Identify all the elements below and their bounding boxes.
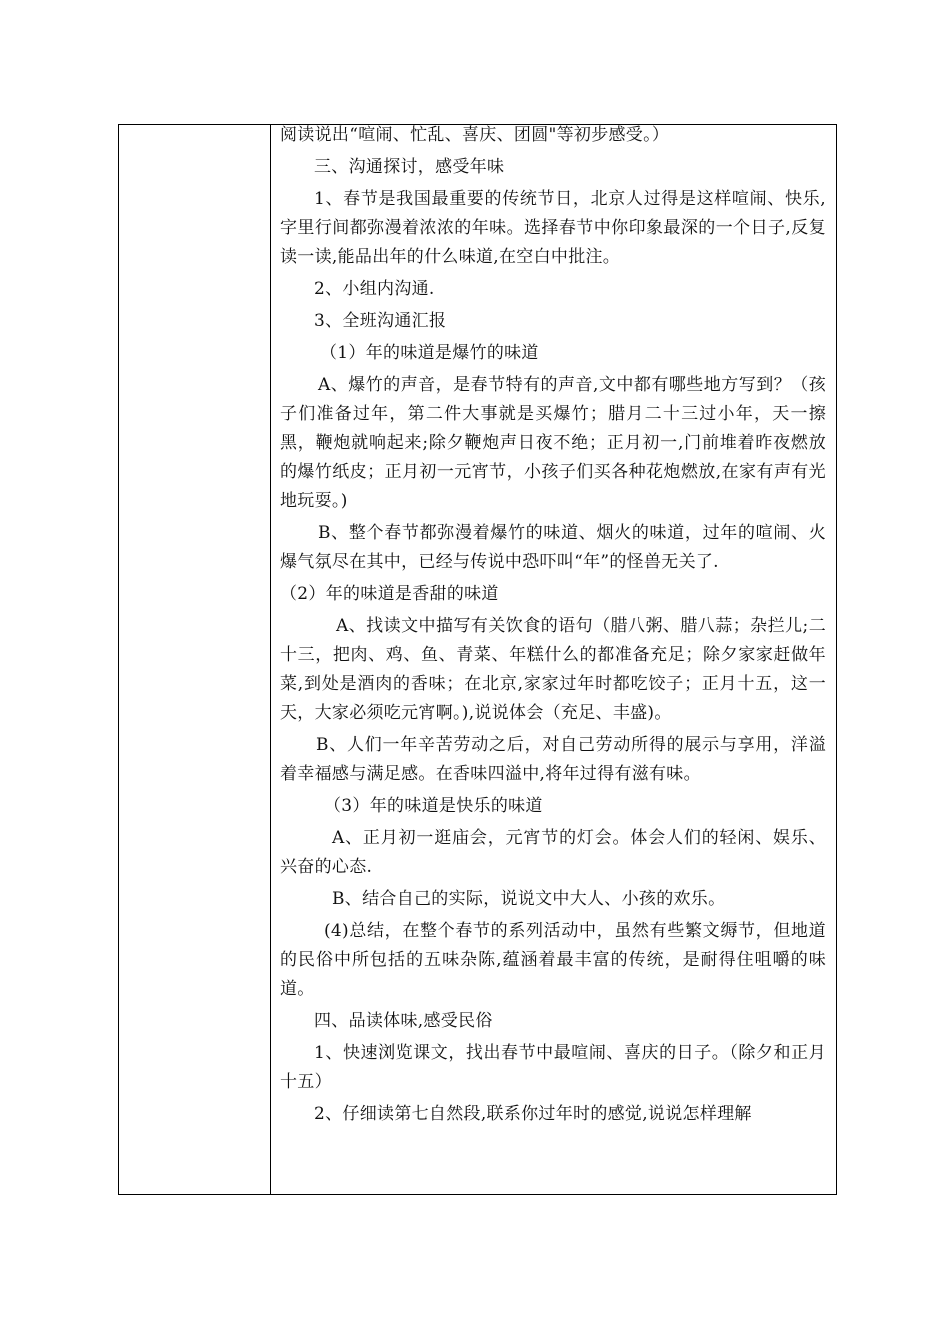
paragraph: 1、快速浏览课文，找出春节中最喧闹、喜庆的日子。（除夕和正月十五） (280, 1043, 826, 1092)
subsection-heading: （2）年的味道是香甜的味道 (280, 584, 499, 604)
paragraph: 2、仔细读第七自然段,联系你过年时的感觉,说说怎样理解 (314, 1104, 752, 1124)
paragraph: A、找读文中描写有关饮食的语句（腊八粥、腊八蒜；杂拦儿;二十三，把肉、鸡、鱼、青菜、年糕什么的都准备充足；除夕家家赶做年菜,到处是酒肉的香味；在北京,家家过年时都吃饺子；正月十五，这一天，大家必须吃元宵啊。),说说体会（充足、丰盛)。 (280, 616, 826, 723)
section-heading: 三、沟通探讨，感受年味 (314, 157, 505, 177)
paragraph: A、正月初一逛庙会，元宵节的灯会。体会人们的轻闲、娱乐、兴奋的心态. (280, 828, 826, 877)
paragraph: 2、小组内沟通. (314, 279, 435, 299)
paragraph: (4)总结，在整个春节的系列活动中，虽然有些繁文缛节，但地道的民俗中所包括的五味杂陈,蕴涵着最丰富的传统，是耐得住咀嚼的味道。 (280, 921, 826, 999)
paragraph: 3、全班沟通汇报 (314, 311, 447, 331)
paragraph: A、爆竹的声音，是春节特有的声音,文中都有哪些地方写到？（孩子们准备过年，第二件大事就是买爆竹；腊月二十三过小年，天一擦黑，鞭炮就响起来;除夕鞭炮声日夜不绝；正月初一,门前堆着昨夜燃放的爆竹纸皮；正月初一元宵节，小孩子们买各种花炮燃放,在家有声有光地玩耍。) (280, 375, 826, 511)
paragraph: B、整个春节都弥漫着爆竹的味道、烟火的味道，过年的喧闹、火爆气氛尽在其中，已经与传说中恐吓叫“年”的怪兽无关了. (280, 523, 826, 572)
lesson-table (118, 124, 837, 1195)
paragraph: 1、春节是我国最重要的传统节日，北京人过得是这样喧闹、快乐,字里行间都弥漫着浓浓的年味。选择春节中你印象最深的一个日子,反复读一读,能品出年的什么味道,在空白中批注。 (280, 189, 826, 267)
paragraph: B、结合自己的实际，说说文中大人、小孩的欢乐。 (332, 889, 726, 909)
paragraph: B、人们一年辛苦劳动之后，对自己劳动所得的展示与享用，洋溢着幸福感与满足感。在香味四溢中,将年过得有滋有味。 (280, 735, 826, 784)
paragraph: 阅读说出“喧闹、忙乱、喜庆、团圆"等初步感受。） (280, 125, 670, 145)
subsection-heading: （3）年的味道是快乐的味道 (324, 796, 543, 816)
table-content-cell (271, 125, 836, 1194)
section-heading: 四、品读体味,感受民俗 (314, 1011, 493, 1031)
subsection-heading: （1）年的味道是爆竹的味道 (320, 343, 539, 363)
table-left-column (119, 125, 271, 1194)
